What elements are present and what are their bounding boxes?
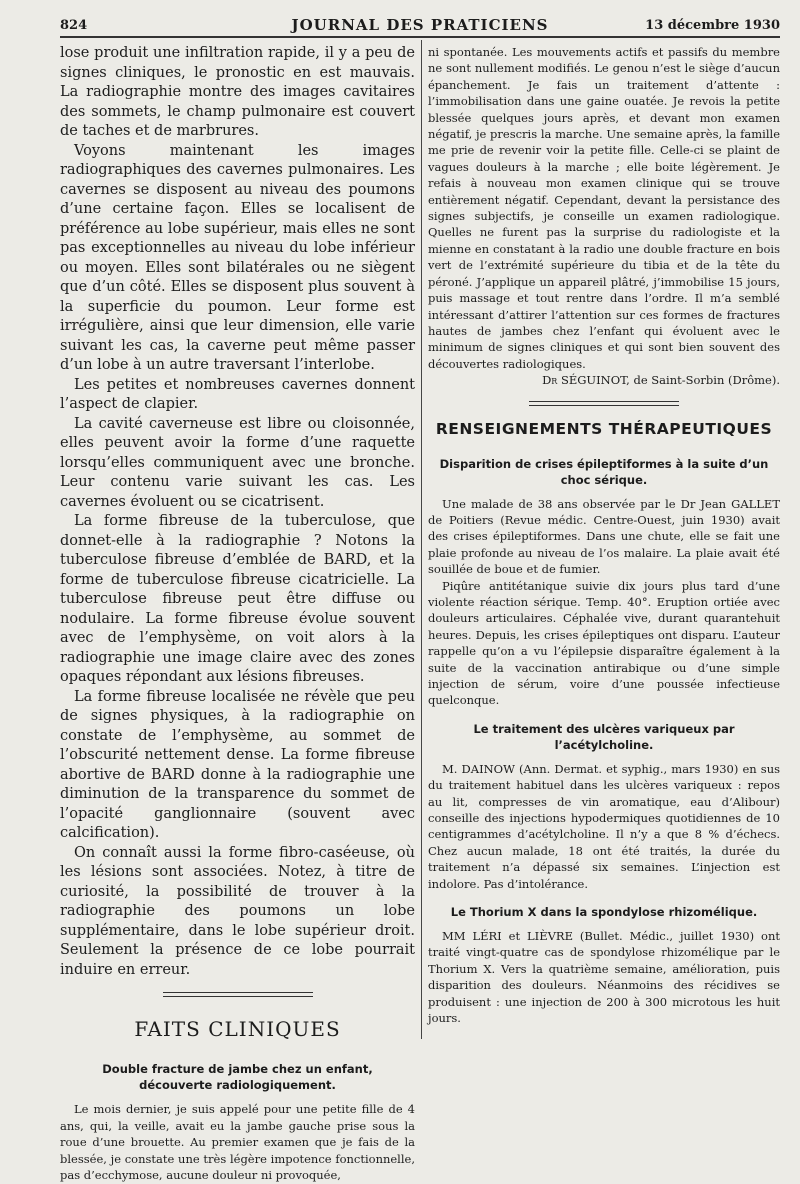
header-rule — [60, 36, 780, 38]
case-title: Double fracture de jambe chez un enfant, découverte radiologiquement. — [102, 1062, 373, 1092]
page-number: 824 — [60, 18, 88, 33]
paragraph: La forme fibreuse de la tuberculose, que donnet-elle à la radiographie ? Notons la tuberculose fibreuse d’emblée de BARD, et la forme de tuberculose fibreuse cicatricielle. La tuberculose fibreuse peut être diffuse ou nodulaire. La forme fibreuse évolue souvent avec de l’emphysème, on voit alors à la radiographie une image claire avec des zones opaques répondant aux lésions fibreuses. — [60, 513, 415, 685]
article-paragraph: Piqûre antitétanique suivie dix jours plus tard d’une violente réaction sérique. Temp. 40°. Eruption ortiée avec douleurs articulaires. Céphalée vive, durant quarantehuit heures. Depuis, les crises épileptiques ont disparu. L’auteur rappelle qu’on a vu l’épilepsie disparaître également à la suite de la vaccination antirabique ou d’une simple injection de sérum, voire d’une poussée infectieuse quelconque. — [428, 578, 780, 708]
case-text: Le mois dernier, je suis appelé pour une petite fille de 4 ans, qui, la veille, avait eu la jambe gauche prise sous la roue d’une brouette. Au premier examen que je fais de la blessée, je constate une très légère impotence fonctionnelle, pas d’ecchymose, aucune douleur ni provoquée, — [60, 1102, 415, 1183]
article-paragraph: Une malade de 38 ans observée par le Dr Jean GALLET de Poitiers (Revue médic. Centre-Ouest, juin 1930) avait des crises épileptiformes. Dans une chute, elle se fait une plaie profonde au niveau de l’os malaire. La plaie avait été souillée de boue et de fumier. — [428, 496, 780, 577]
section-title: FAITS CLINIQUES — [134, 1017, 341, 1041]
article-paragraph: M. DAINOW (Ann. Dermat. et syphig., mars 1930) en sus du traitement habituel dans les ulcères variqueux : repos au lit, compresses de vin aromatique, eau d’Alibour) conseille des injections hypodermiques quotidiennes de 10 centigrammes d’acétylcholine. Il n’y a que 8 % d’échecs. Chez aucun malade, 18 ont été traités, la durée du traitement n’a dépassé six semaines. L’injection est indolore. Pas d’intolérance. — [428, 761, 780, 891]
issue-date: 13 décembre 1930 — [645, 18, 780, 33]
paragraph: lose produit une infiltration rapide, il y a peu de signes cliniques, le pronostic en est mauvais. La radiographie montre des images cavitaires des sommets, le champ pulmonaire est couvert de taches et de marbrures. — [60, 45, 415, 139]
paragraph: On connaît aussi la forme fibro-caséeuse, où les lésions sont associées. Notez, à titre de curiosité, la possibilité de trouver à la radiographie des poumons un lobe supplémentaire, dans le lobe supérieur droit. Seulement la présence de ce lobe pourrait induire en erreur. — [60, 844, 415, 978]
section-divider — [529, 401, 679, 406]
article-title: Le Thorium X dans la spondylose rhizomélique. — [450, 905, 758, 920]
paragraph: Les petites et nombreuses cavernes donnent l’aspect de clapier. — [60, 376, 415, 412]
article-title: Le traitement des ulcères variqueux par l’acétylcholine. — [473, 721, 735, 752]
column-divider — [421, 40, 422, 1039]
signature-name: Dr SÉGUINOT, — [542, 373, 630, 388]
article-paragraph: MM LÉRI et LIÈVRE (Bullet. Médic., juillet 1930) ont traité vingt-quatre cas de spondylose rhizomélique par le Thorium X. Vers la quatrième semaine, amélioration, puis disparition des douleurs. Néanmoins des récidives se produisent : une injection de 200 à 300 microtous les huit jours. — [428, 929, 780, 1026]
signature-place: de Saint-Sorbin (Drôme). — [633, 373, 780, 388]
journal-title: JOURNAL DES PRATICIENS — [291, 16, 549, 34]
right-column — [428, 44, 780, 1059]
left-column — [60, 44, 415, 1183]
signature — [428, 372, 780, 388]
section-divider — [163, 992, 313, 997]
section-title: RENSEIGNEMENTS THÉRAPEUTIQUES — [435, 419, 773, 438]
paragraph: Voyons maintenant les images radiographiques des cavernes pulmonaires. Les cavernes se disposent au niveau des poumons d’une certaine façon. Elles se localisent de préférence au lobe supérieur, mais elles ne sont pas exceptionnelles au niveau du lobe inférieur ou moyen. Elles sont bilatérales ou ne siègent que d’un côté. Elles se disposent plus souvent à la superficie du poumon. Leur forme est irrégulière, ainsi que leur dimension, elle varie suivant les cas, la caverne peut même passer d’un lobe à un autre traversant l’interlobe. — [60, 142, 415, 373]
case-text-continued: ni spontanée. Les mouvements actifs et passifs du membre ne sont nullement modifiés. Le genou n’est le siège d’aucun épanchement. Je fais un traitement d’attente : l’immobilisation dans une gaine ouatée. Je revois la petite blessée quelques jours après, et devant mon examen négatif, je prescris la marche. Une semaine après, la famille me prie de revenir voir la petite fille. Celle-ci se plaint de vagues douleurs à la marche ; elle boite légèrement. Je refais à nouveau mon examen clinique qui se trouve entièrement négatif. Cependant, devant la persistance des signes subjectifs, je conseille un examen radiologique. Quelles ne furent pas la surprise du radiologiste et la mienne en constatant à la radio une double fracture en bois vert de l’extrémité supérieure du tibia et de la tête du péroné. J’applique un appareil plâtré, j’immobilise 15 jours, puis massage et tout rentre dans l’ordre. Il m’a semblé intéressant d’attirer l’attention sur ces formes de fractures hautes de jambes chez l’enfant qui évoluent avec le minimum de signes cliniques et qui sont bien souvent des découvertes radiologiques. — [428, 45, 780, 371]
article-title: Disparition de crises épileptiformes à la suite d’un choc sérique. — [439, 456, 769, 487]
paragraph: La forme fibreuse localisée ne révèle que peu de signes physiques, à la radiographie on constate de l’emphysème, au sommet de l’obscurité nettement dense. La forme fibreuse abortive de BARD donne à la radiographie une diminution de la transparence du sommet de l’opacité ganglionnaire (souvent avec calcification). — [60, 688, 415, 841]
paragraph: La cavité caverneuse est libre ou cloisonnée, elles peuvent avoir la forme d’une raquette lorsqu’elles communiquent avec une bronche. Leur contenu varie suivant les cas. Les cavernes évoluent ou se cicatrisent. — [60, 415, 415, 510]
